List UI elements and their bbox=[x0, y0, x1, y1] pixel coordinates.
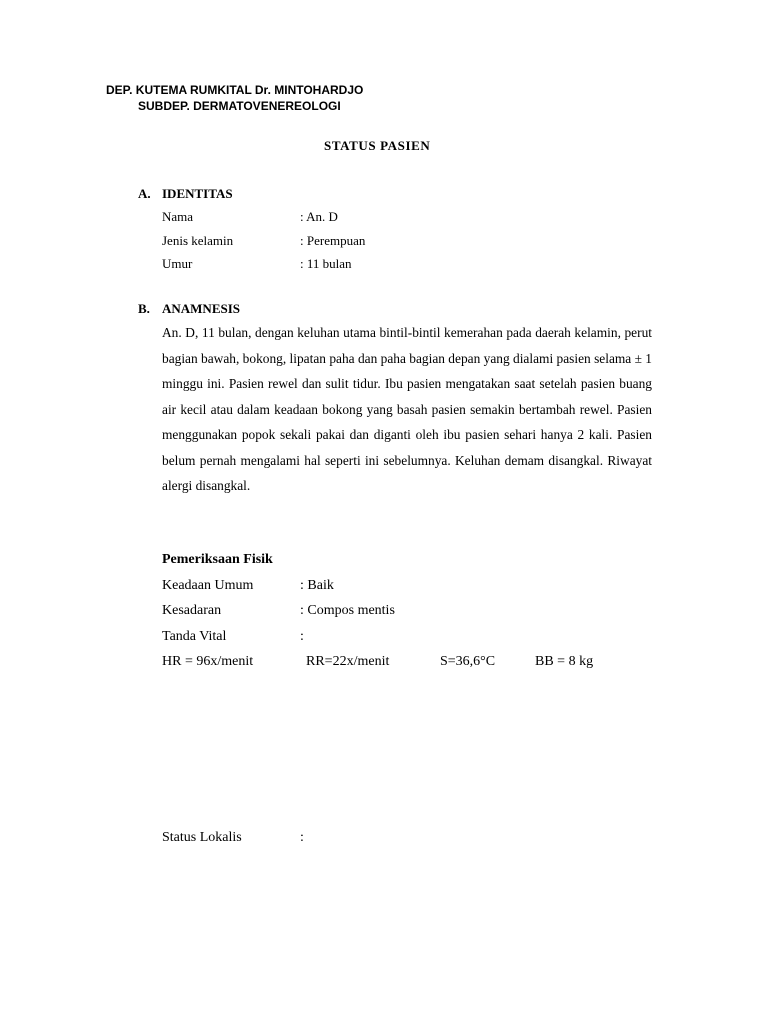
pemeriksaan-value-keadaan-umum: : Baik bbox=[300, 578, 334, 593]
page-title: STATUS PASIEN bbox=[324, 138, 431, 153]
anamnesis-paragraph: An. D, 11 bulan, dengan keluhan utama bintil-bintil kemerahan pada daerah kelamin, perut bagian bawah, bokong, lipatan paha dan paha bagian depan yang dialami pasien selama ± 1 minggu ini. Pasien rewel dan sulit tidur. Ibu pasien mengatakan saat setelah pasien buang air kecil atau dalam keadaan bokong yang basah pasien semakin bertambah rewel. Pasien menggunakan popok sekali pakai dan diganti oleh ibu pasien sehari hanya 2 kali. Pasien belum pernah mengalami hal seperti ini sebelumnya. Keluhan demam disangkal. Riwayat alergi disangkal. bbox=[162, 325, 652, 493]
identitas-value-umur: : 11 bulan bbox=[300, 256, 352, 271]
status-lokalis-label: Status Lokalis bbox=[162, 830, 242, 845]
vital-bb: BB = 8 kg bbox=[535, 654, 594, 669]
section-b-heading: ANAMNESIS bbox=[162, 301, 241, 316]
pemeriksaan-value-kesadaran: : Compos mentis bbox=[300, 603, 395, 618]
identitas-value-jenis-kelamin: : Perempuan bbox=[300, 233, 366, 248]
vital-s: S=36,6°C bbox=[440, 654, 496, 669]
department-line: DEP. KUTEMA RUMKITAL Dr. MINTOHARDJO bbox=[106, 83, 364, 97]
status-lokalis-value: : bbox=[300, 830, 304, 845]
section-a-marker: A. bbox=[138, 186, 151, 201]
identitas-label-nama: Nama bbox=[162, 209, 194, 224]
pemeriksaan-heading: Pemeriksaan Fisik bbox=[162, 552, 273, 567]
identitas-label-jenis-kelamin: Jenis kelamin bbox=[162, 233, 234, 248]
identitas-label-umur: Umur bbox=[162, 256, 193, 271]
pemeriksaan-label-kesadaran: Kesadaran bbox=[162, 603, 222, 618]
subdepartment-line: SUBDEP. DERMATOVENEREOLOGI bbox=[138, 99, 341, 113]
section-b-marker: B. bbox=[138, 301, 150, 316]
identitas-value-nama: : An. D bbox=[300, 209, 338, 224]
pemeriksaan-value-tanda-vital: : bbox=[300, 629, 304, 644]
section-a-heading: IDENTITAS bbox=[162, 186, 233, 201]
pemeriksaan-label-tanda-vital: Tanda Vital bbox=[162, 629, 227, 644]
pemeriksaan-label-keadaan-umum: Keadaan Umum bbox=[162, 578, 254, 593]
vital-rr: RR=22x/menit bbox=[306, 654, 390, 669]
vital-hr: HR = 96x/menit bbox=[162, 654, 254, 669]
